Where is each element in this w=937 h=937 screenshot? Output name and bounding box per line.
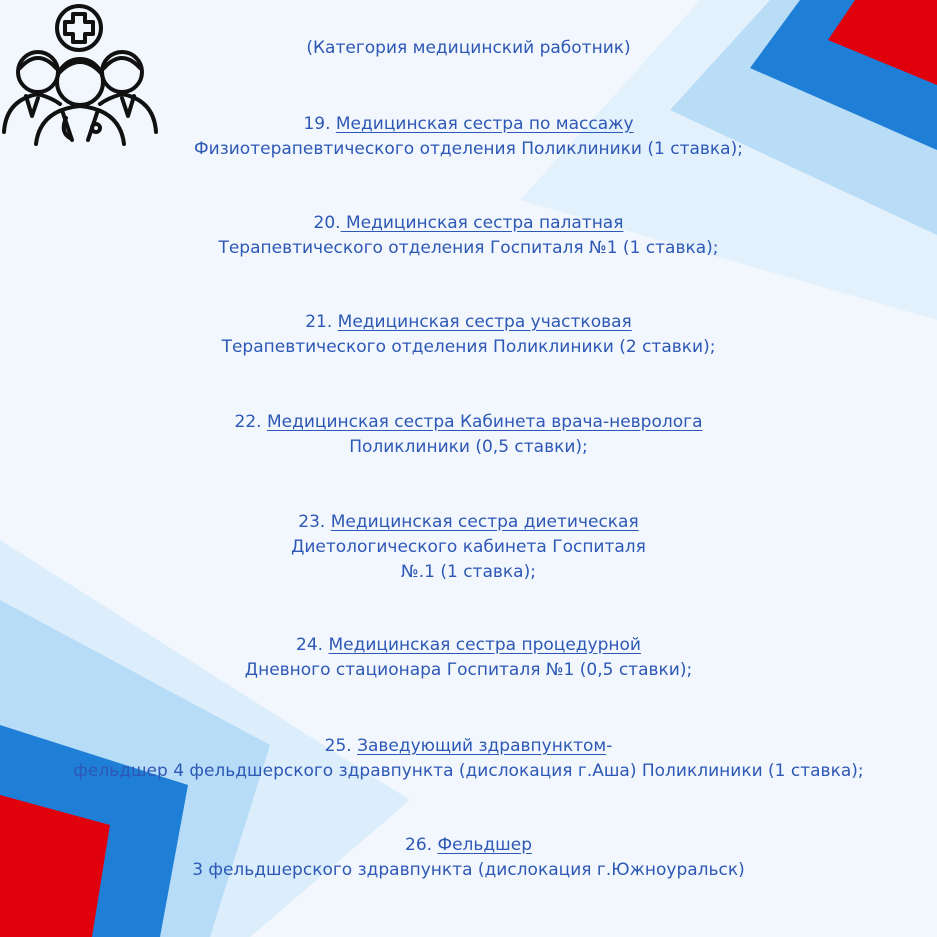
item-description: №.1 (1 ставка);: [401, 562, 536, 582]
item-description: Поликлиники (0,5 ставки);: [349, 437, 588, 457]
item-number: 26.: [405, 835, 433, 855]
vacancy-link[interactable]: Заведующий здравпунктом: [357, 736, 607, 756]
list-item: [0, 833, 937, 883]
list-item: [0, 211, 937, 261]
item-description: Дневного стационара Госпиталя №1 (0,5 ставки);: [244, 660, 693, 680]
item-description: фельдшер 4 фельдшерского здравпункта (дислокация г.Аша) Поликлиники (1 ставка);: [73, 761, 864, 781]
vacancy-link[interactable]: Фельдшер: [437, 835, 532, 855]
vacancy-link[interactable]: Медицинская сестра процедурной: [328, 635, 641, 655]
item-number: 25.: [324, 736, 352, 756]
item-description: Терапевтического отделения Поликлиники (2 ставки);: [221, 337, 716, 357]
item-number: 24.: [296, 635, 324, 655]
list-item: [0, 310, 937, 360]
item-description: 3 фельдшерского здравпункта (дислокация г.Южноуральск): [192, 860, 745, 880]
item-description: Диетологического кабинета Госпиталя: [291, 537, 646, 557]
item-description: Физиотерапевтического отделения Поликлиники (1 ставка);: [194, 139, 743, 159]
list-item: [0, 112, 937, 162]
item-number: 21.: [305, 312, 333, 332]
vacancy-link[interactable]: Медицинская сестра участковая: [337, 312, 632, 332]
item-number: 22.: [234, 412, 262, 432]
list-item: [0, 633, 937, 683]
category-subtitle: (Категория медицинский работник): [306, 38, 631, 58]
vacancy-link[interactable]: Медицинская сестра палатная: [340, 213, 624, 233]
vacancy-link[interactable]: Медицинская сестра диетическая: [330, 512, 639, 532]
item-description: Терапевтического отделения Госпиталя №1 (1 ставка);: [218, 238, 719, 258]
list-item: [0, 510, 937, 585]
title-suffix: -: [606, 736, 613, 756]
list-item: [0, 410, 937, 460]
item-number: 20.: [313, 213, 341, 233]
vacancy-link[interactable]: Медицинская сестра по массажу: [335, 114, 634, 134]
list-item: [0, 734, 937, 784]
item-number: 23.: [298, 512, 326, 532]
item-number: 19.: [303, 114, 331, 134]
vacancy-link[interactable]: Медицинская сестра Кабинета врача-невролога: [266, 412, 703, 432]
